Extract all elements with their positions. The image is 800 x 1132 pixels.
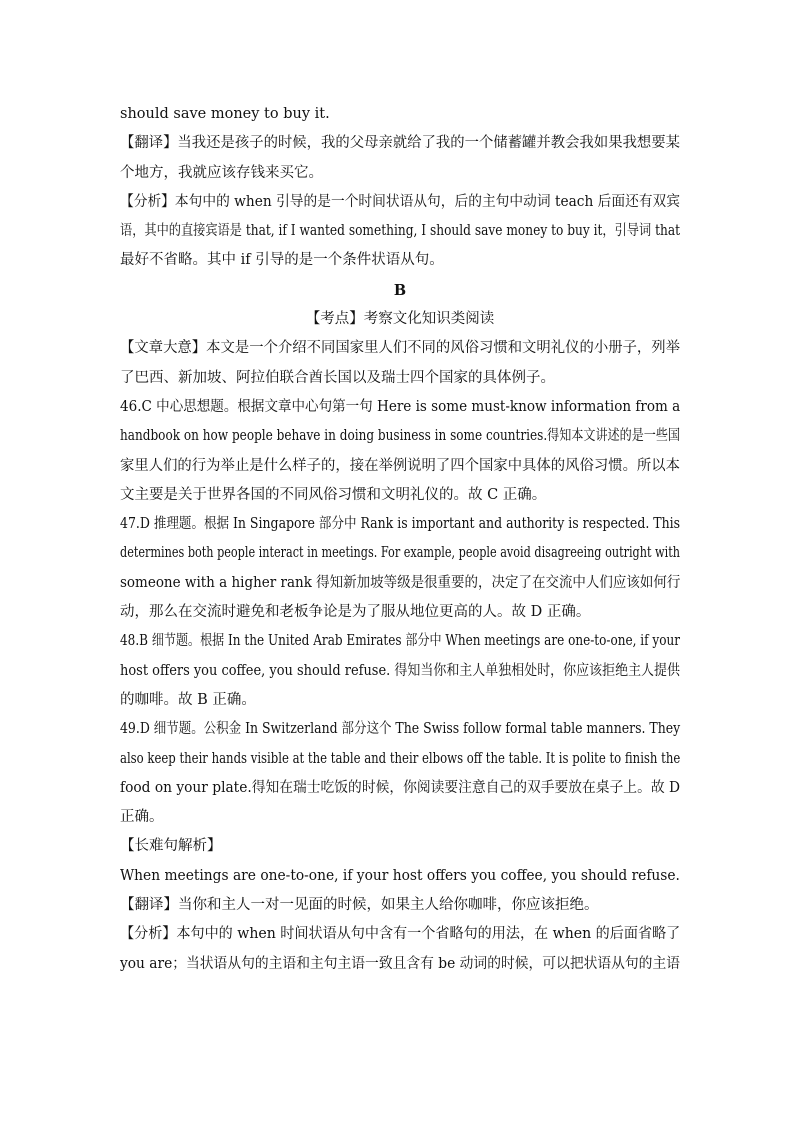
text-line: 【翻译】当你和主人一对一见面的时候，如果主人给你咖啡，你应该拒绝。 xyxy=(120,897,599,914)
text-line: 语，其中的直接宾语是 that, if I wanted something, I should save money to buy it，引导词 that xyxy=(120,223,680,240)
text-line: should save money to buy it. xyxy=(120,106,330,122)
text-line: 【翻译】当我还是孩子的时候，我的父母亲就给了我的一个储蓄罐并教会我如果我想要某 xyxy=(120,135,680,152)
text-line: 正确。 xyxy=(120,809,164,826)
text-line: also keep their hands visible at the table and their elbows off the table. It is polite to finish the xyxy=(120,750,681,767)
text-line: 文主要是关于世界各国的不同风俗习惯和文明礼仪的。故 C 正确。 xyxy=(120,486,547,503)
text-line: determines both people interact in meetings. For example, people avoid disagreeing outright with xyxy=(120,545,680,562)
text-line: When meetings are one-to-one, if your host offers you coffee, you should refuse. xyxy=(120,867,680,884)
text-line: 【分析】本句中的 when 时间状语从句中含有一个省略句的用法，在 when 的后面省略了 xyxy=(120,926,681,943)
document-body xyxy=(120,100,680,979)
text-line: 【长难句解析】 xyxy=(120,838,222,855)
text-line: 了巴西、新加坡、阿拉伯联合酋长国以及瑞士四个国家的具体例子。 xyxy=(120,369,555,386)
text-line: someone with a higher rank 得知新加坡等级是很重要的，决定了在交流中人们应该如何行 xyxy=(120,574,681,591)
answer-line: 48.B 细节题。根据 In the United Arab Emirates 部分中 When meetings are one-to-one, if your xyxy=(120,633,680,650)
text-line: 【文章大意】本文是一个介绍不同国家里人们不同的风俗习惯和文明礼仪的小册子，列举 xyxy=(120,340,680,357)
text-line: 个地方，我就应该存钱来买它。 xyxy=(120,164,323,181)
text-line: host offers you coffee, you should refuse. 得知当你和主人单独相处时，你应该拒绝主人提供 xyxy=(120,662,680,679)
text-line: 的咖啡。故 B 正确。 xyxy=(120,691,256,708)
answer-line: 49.D 细节题。公积金 In Switzerland 部分这个 The Swiss follow formal table manners. They xyxy=(120,721,681,738)
answer-line: 47.D 推理题。根据 In Singapore 部分中 Rank is important and authority is respected. This xyxy=(120,516,681,533)
answer-line: 46.C 中心思想题。根据文章中心句第一句 Here is some must-know information from a xyxy=(120,398,681,415)
text-line: handbook on how people behave in doing business in some countries.得知本文讲述的是一些国 xyxy=(120,428,680,445)
text-line: 家里人们的行为举止是什么样子的，接在举例说明了四个国家中具体的风俗习惯。所以本 xyxy=(120,457,680,474)
text-line: you are；当状语从句的主语和主句主语一致且含有 be 动词的时候，可以把状语从句的主语 xyxy=(120,955,680,972)
text-line: 动，那么在交流时避免和老板争论是为了服从地位更高的人。故 D 正确。 xyxy=(120,604,591,621)
text-line: 最好不省略。其中 if 引导的是一个条件状语从句。 xyxy=(120,252,444,269)
text-line: 【分析】本句中的 when 引导的是一个时间状语从句，后的主句中动词 teach 后面还有双宾 xyxy=(120,193,680,210)
section-subheading: 【考点】考察文化知识类阅读 xyxy=(305,311,495,328)
section-heading: B xyxy=(393,281,407,299)
text-line: food on your plate.得知在瑞士吃饭的时候，你阅读要注意自己的双手要放在桌子上。故 D xyxy=(120,779,681,796)
